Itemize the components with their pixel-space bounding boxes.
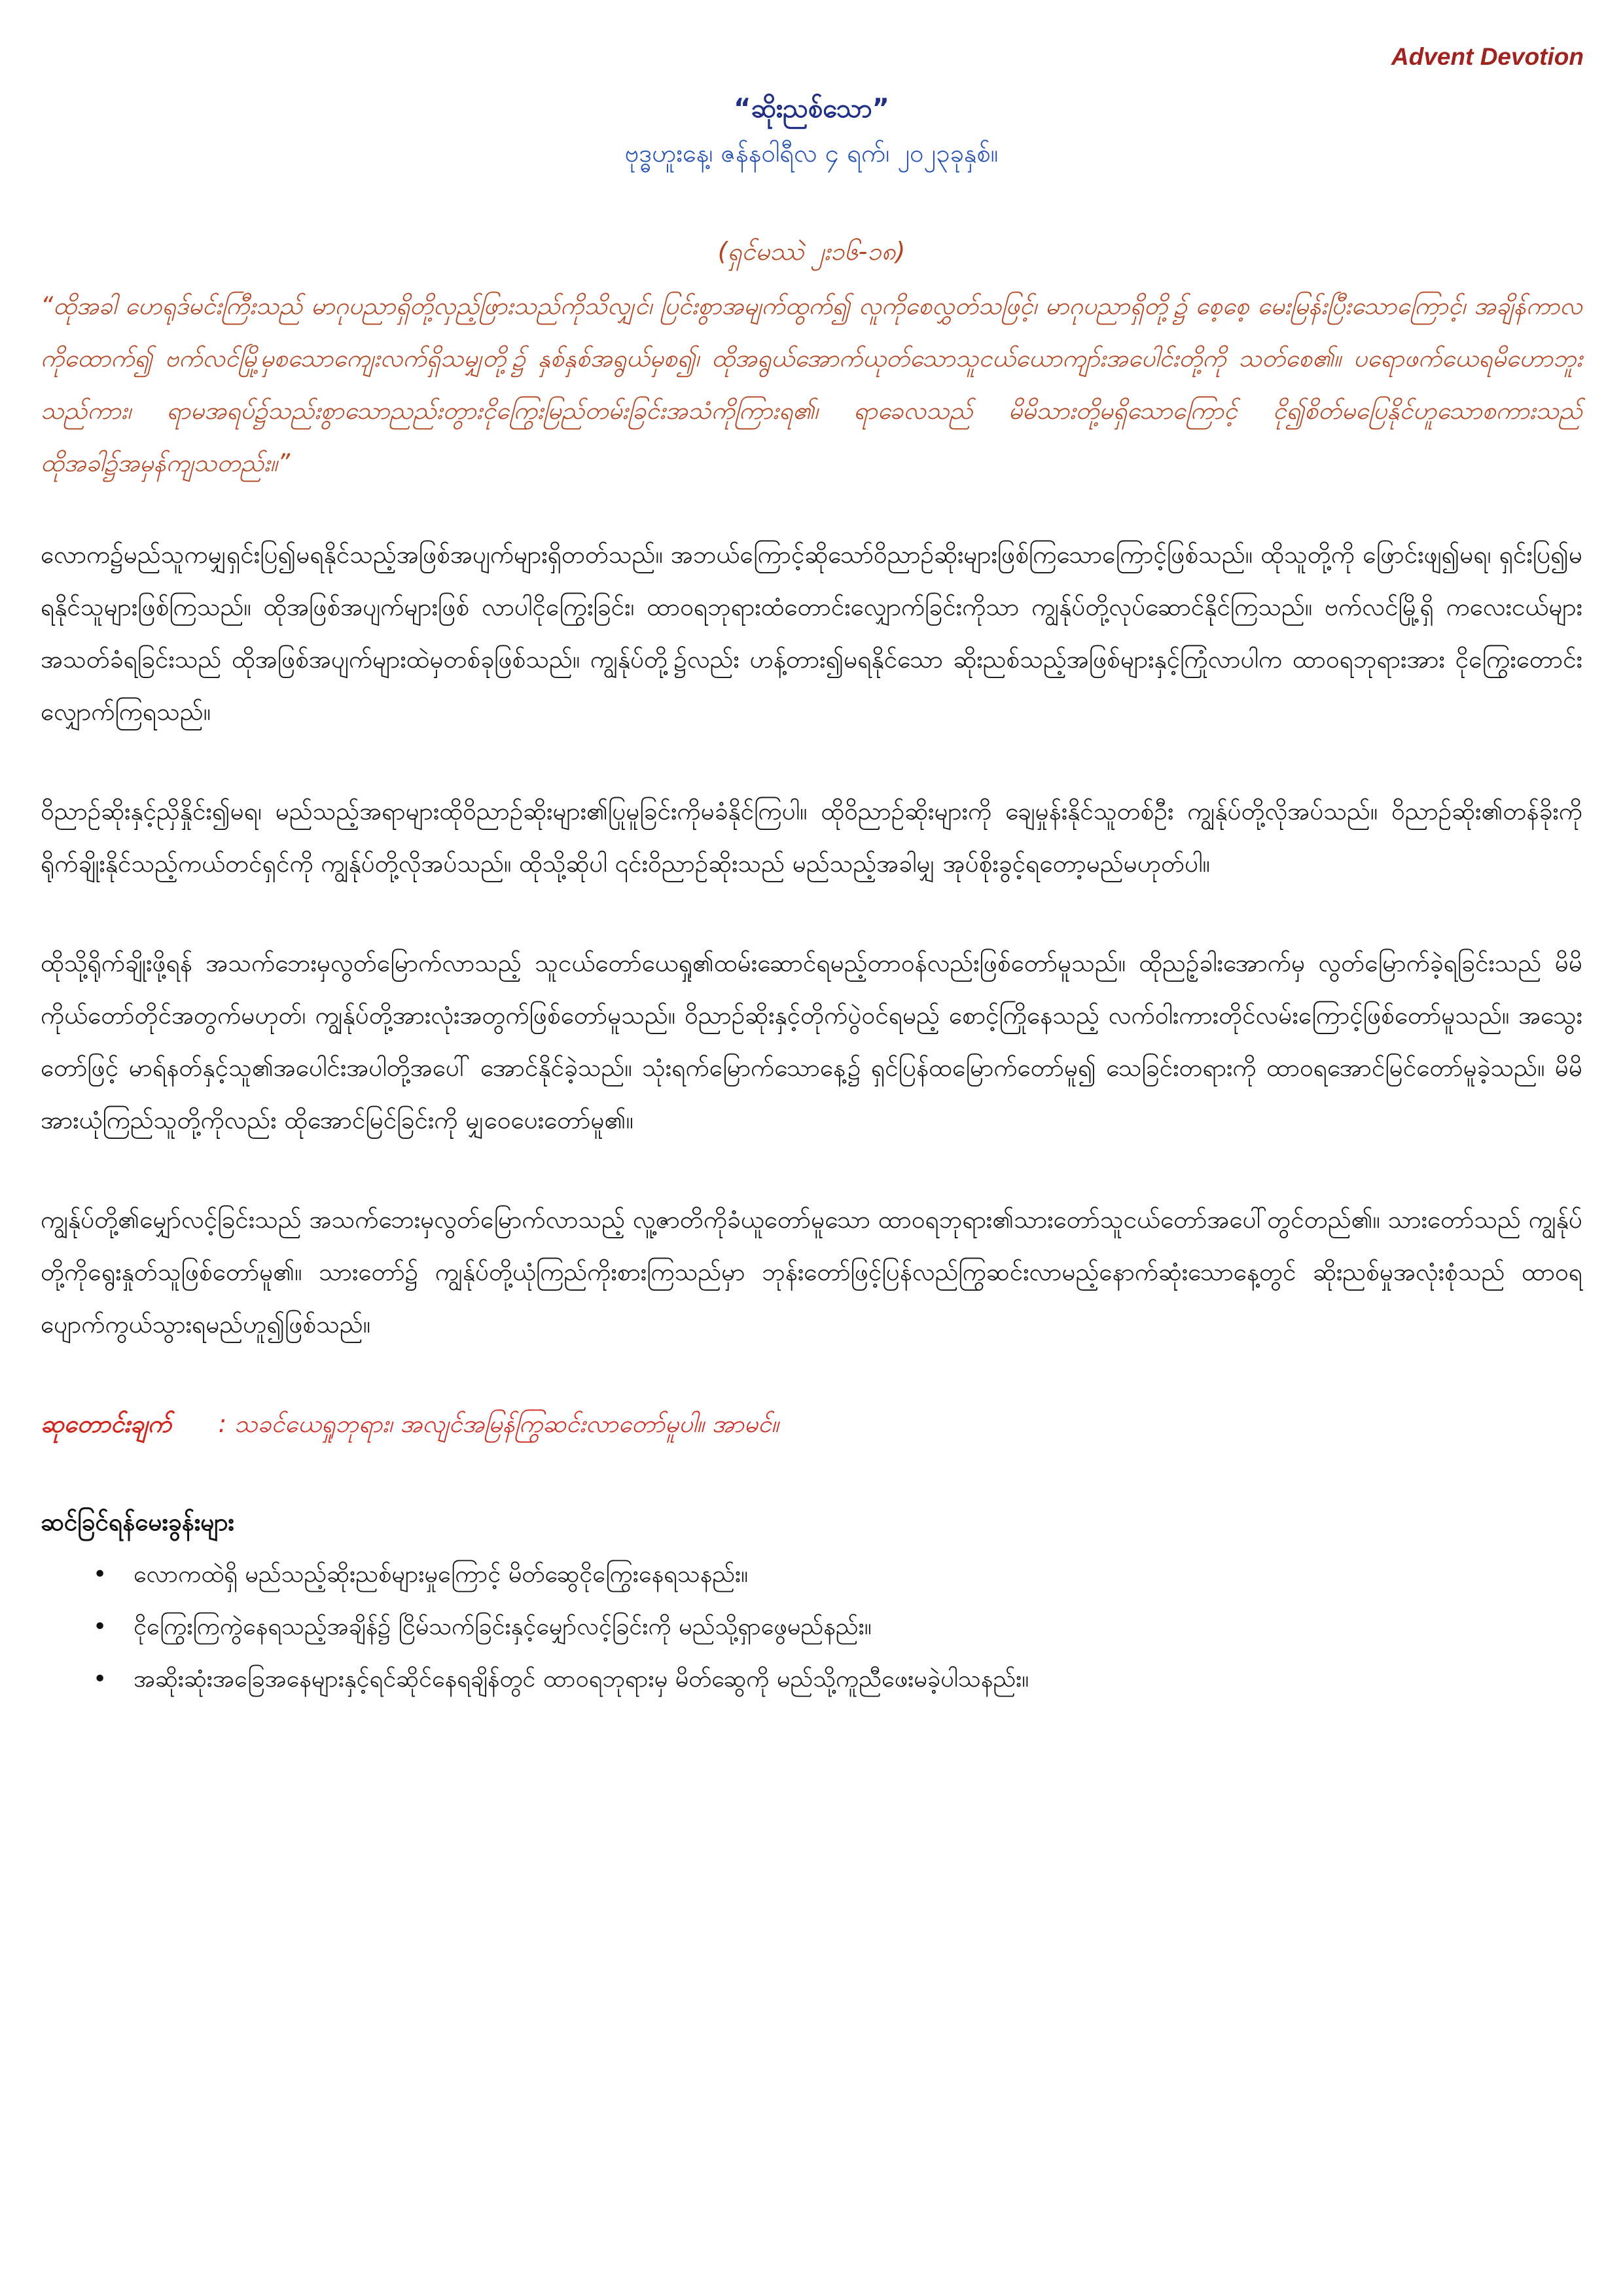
body-paragraph-3: ထိုသို့ရိုက်ချိုးဖို့ရန် အသက်ဘေးမှလွတ်မြောက်လာသည့် သူငယ်တော်ယေရှု၏ထမ်းဆောင်ရမည့်တာဝန်လည်းဖြစ်တော်မူသည်။ ထိုညဉ့်ခါးအောက်မှ လွတ်မြောက်ခဲ့ရခြင်းသည် မိမိကိုယ်တော်တိုင်အတွက်မဟုတ်၊ ကျွန်ုပ်တို့အားလုံးအတွက်ဖြစ်တော်မူသည်။ ဝိညာဉ်ဆိုးနှင့်တိုက်ပွဲဝင်ရမည့် စောင့်ကြိုနေသည့် လက်ဝါးကားတိုင်လမ်းကြောင့်ဖြစ်တော်မူသည်။ အသွေးတော်ဖြင့် မာရ်နတ်နှင့်သူ၏အပေါင်းအပါတို့အပေါ် အောင်နိုင်ခဲ့သည်။ သုံးရက်မြောက်သောနေ့၌ ရှင်ပြန်ထမြောက်တော်မူ၍ သေခြင်းတရားကို ထာဝရအောင်မြင်တော်မူခဲ့သည်။ မိမိအားယုံကြည်သူတို့ကိုလည်း ထိုအောင်မြင်ခြင်းကို မျှဝေပေးတော်မူ၏။: [41, 949, 1582, 1134]
list-item: [93, 1549, 1582, 1601]
list-item: [93, 1653, 1582, 1706]
questions-heading: ဆင်ခြင်ရန်မေးခွန်းများ: [41, 1508, 234, 1536]
questions-list: [41, 1549, 1582, 1706]
page-title: “ဆိုးညစ်သော”: [734, 94, 889, 124]
prayer-label: ဆုတောင်းချက်: [41, 1410, 171, 1438]
bullet-icon: •: [93, 1613, 107, 1640]
prayer: [41, 1398, 1582, 1450]
scripture-text: “ထိုအခါ ဟေရုဒ်မင်းကြီးသည် မာဂုပညာရှိတို့လှည့်ဖြားသည်ကိုသိလျှင်၊ ပြင်းစွာအမျက်ထွက်၍ လူကိုစေလွှတ်သဖြင့်၊ မာဂုပညာရှိတို့၌ စေ့စေ့ မေးမြန်းပြီးသောကြောင့်၊ အချိန်ကာလကိုထောက်၍ ဗက်လင်မြို့မှစသောကျေးလက်ရှိသမျှတို့၌ နှစ်နှစ်အရွယ်မှစ၍၊ ထိုအရွယ်အောက်ယုတ်သောသူငယ်ယောကျာ်းအပေါင်းတို့ကို သတ်စေ၏။ ပရောဖက်ယေရမိဟောဘူးသည်ကား၊ ရာမအရပ်၌သည်းစွာသောညည်းတွားငိုကြွေးမြည်တမ်းခြင်းအသံကိုကြားရ၏၊ ရာခေလသည် မိမိသားတို့မရှိသောကြောင့် ငို၍စိတ်မပြေနိုင်ဟူသောစကားသည် ထိုအခါ၌အမှန်ကျသတည်း။”: [41, 292, 1582, 477]
scripture-reference: (ရှင်မဿဲ ၂း၁၆-၁၈): [717, 237, 906, 266]
body-paragraph-1: လောက၌မည်သူကမျှရှင်းပြ၍မရနိုင်သည့်အဖြစ်အပျက်များရှိတတ်သည်။ အဘယ်ကြောင့်ဆိုသော်ဝိညာဉ်ဆိုးများဖြစ်ကြသောကြောင့်ဖြစ်သည်။ ထိုသူတို့ကို ဖြောင်းဖျ၍မရ၊ ရှင်းပြ၍မရနိုင်သူများဖြစ်ကြသည်။ ထိုအဖြစ်အပျက်များဖြစ် လာပါငိုကြွေးခြင်း၊ ထာဝရဘုရားထံတောင်းလျှောက်ခြင်းကိုသာ ကျွန်ုပ်တို့လုပ်ဆောင်နိုင်ကြသည်။ ဗက်လင်မြို့ရှိ ကလေးငယ်များအသတ်ခံရခြင်းသည် ထိုအဖြစ်အပျက်များထဲမှတစ်ခုဖြစ်သည်။ ကျွန်ုပ်တို့၌လည်း ဟန့်တား၍မရနိုင်သော ဆိုးညစ်သည့်အဖြစ်များနှင့်ကြုံလာပါက ထာဝရဘုရားအား ငိုကြွေးတောင်းလျှောက်ကြရသည်။: [41, 541, 1582, 726]
question-text: အဆိုးဆုံးအခြေအနေများနှင့်ရင်ဆိုင်နေရချိန်တွင် ထာဝရဘုရားမှ မိတ်ဆွေကို မည်သို့ကူညီဖေးမခဲ့ပါသနည်း။: [134, 1666, 1029, 1693]
bullet-icon: •: [93, 1561, 107, 1588]
question-text: လောကထဲရှိ မည်သည့်ဆိုးညစ်များမှုကြောင့် မိတ်ဆွေငိုကြွေးနေရသနည်း။: [134, 1561, 749, 1588]
body-paragraph-4: ကျွန်ုပ်တို့၏မျှော်လင့်ခြင်းသည် အသက်ဘေးမှလွတ်မြောက်လာသည့် လူ့ဇာတိကိုခံယူတော်မူသော ထာဝရဘုရား၏သားတော်သူငယ်တော်အပေါ်တွင်တည်၏။ သားတော်သည် ကျွန်ုပ်တို့ကိုရွေးနှုတ်သူဖြစ်တော်မူ၏။ သားတော်၌ ကျွန်ုပ်တို့ယုံကြည်ကိုးစားကြသည်မှာ ဘုန်းတော်ဖြင့်ပြန်လည်ကြွဆင်းလာမည့်နောက်ဆုံးသောနေ့တွင် ဆိုးညစ်မှုအလုံးစုံသည် ထာဝရပျောက်ကွယ်သွားရမည်ဟူ၍ဖြစ်သည်။: [41, 1206, 1582, 1338]
prayer-text: : သခင်ယေရှုဘုရား၊ အလျင်အမြန်ကြွဆင်းလာတော်မူပါ။ အာမင်။: [218, 1410, 779, 1438]
page-date: ဗုဒ္ဓဟူးနေ့၊ ဇန်နဝါရီလ ၄ ရက်၊ ၂၀၂၃ခုနှစ်။: [624, 139, 999, 168]
list-item: [93, 1601, 1582, 1653]
question-text: ငိုကြွေးကြကွဲနေရသည့်အချိန်၌ ငြိမ်သက်ခြင်းနှင့်မျှော်လင့်ခြင်းကို မည်သို့ရှာဖွေမည်နည်း။: [134, 1613, 872, 1640]
bullet-icon: •: [93, 1666, 107, 1693]
devotion-content: [41, 236, 1582, 1706]
body-paragraph-2: ဝိညာဉ်ဆိုးနှင့်ညှိနှိုင်း၍မရ၊ မည်သည့်အရာများထိုဝိညာဉ်ဆိုးများ၏ပြုမူခြင်းကိုမခံနိုင်ကြပါ။ ထိုဝိညာဉ်ဆိုးများကို ချေမှုန်းနိုင်သူတစ်ဦး ကျွန်ုပ်တို့လိုအပ်သည်။ ဝိညာဉ်ဆိုး၏တန်ခိုးကို ရိုက်ချိုးနိုင်သည့်ကယ်တင်ရှင်ကို ကျွန်ုပ်တို့လိုအပ်သည်။ ထိုသို့ဆိုပါ ၎င်းဝိညာဉ်ဆိုးသည် မည်သည့်အခါမျှ အုပ်စိုးခွင့်ရတော့မည်မဟုတ်ပါ။: [41, 797, 1582, 878]
header-tag: Advent Devotion: [1391, 43, 1584, 70]
